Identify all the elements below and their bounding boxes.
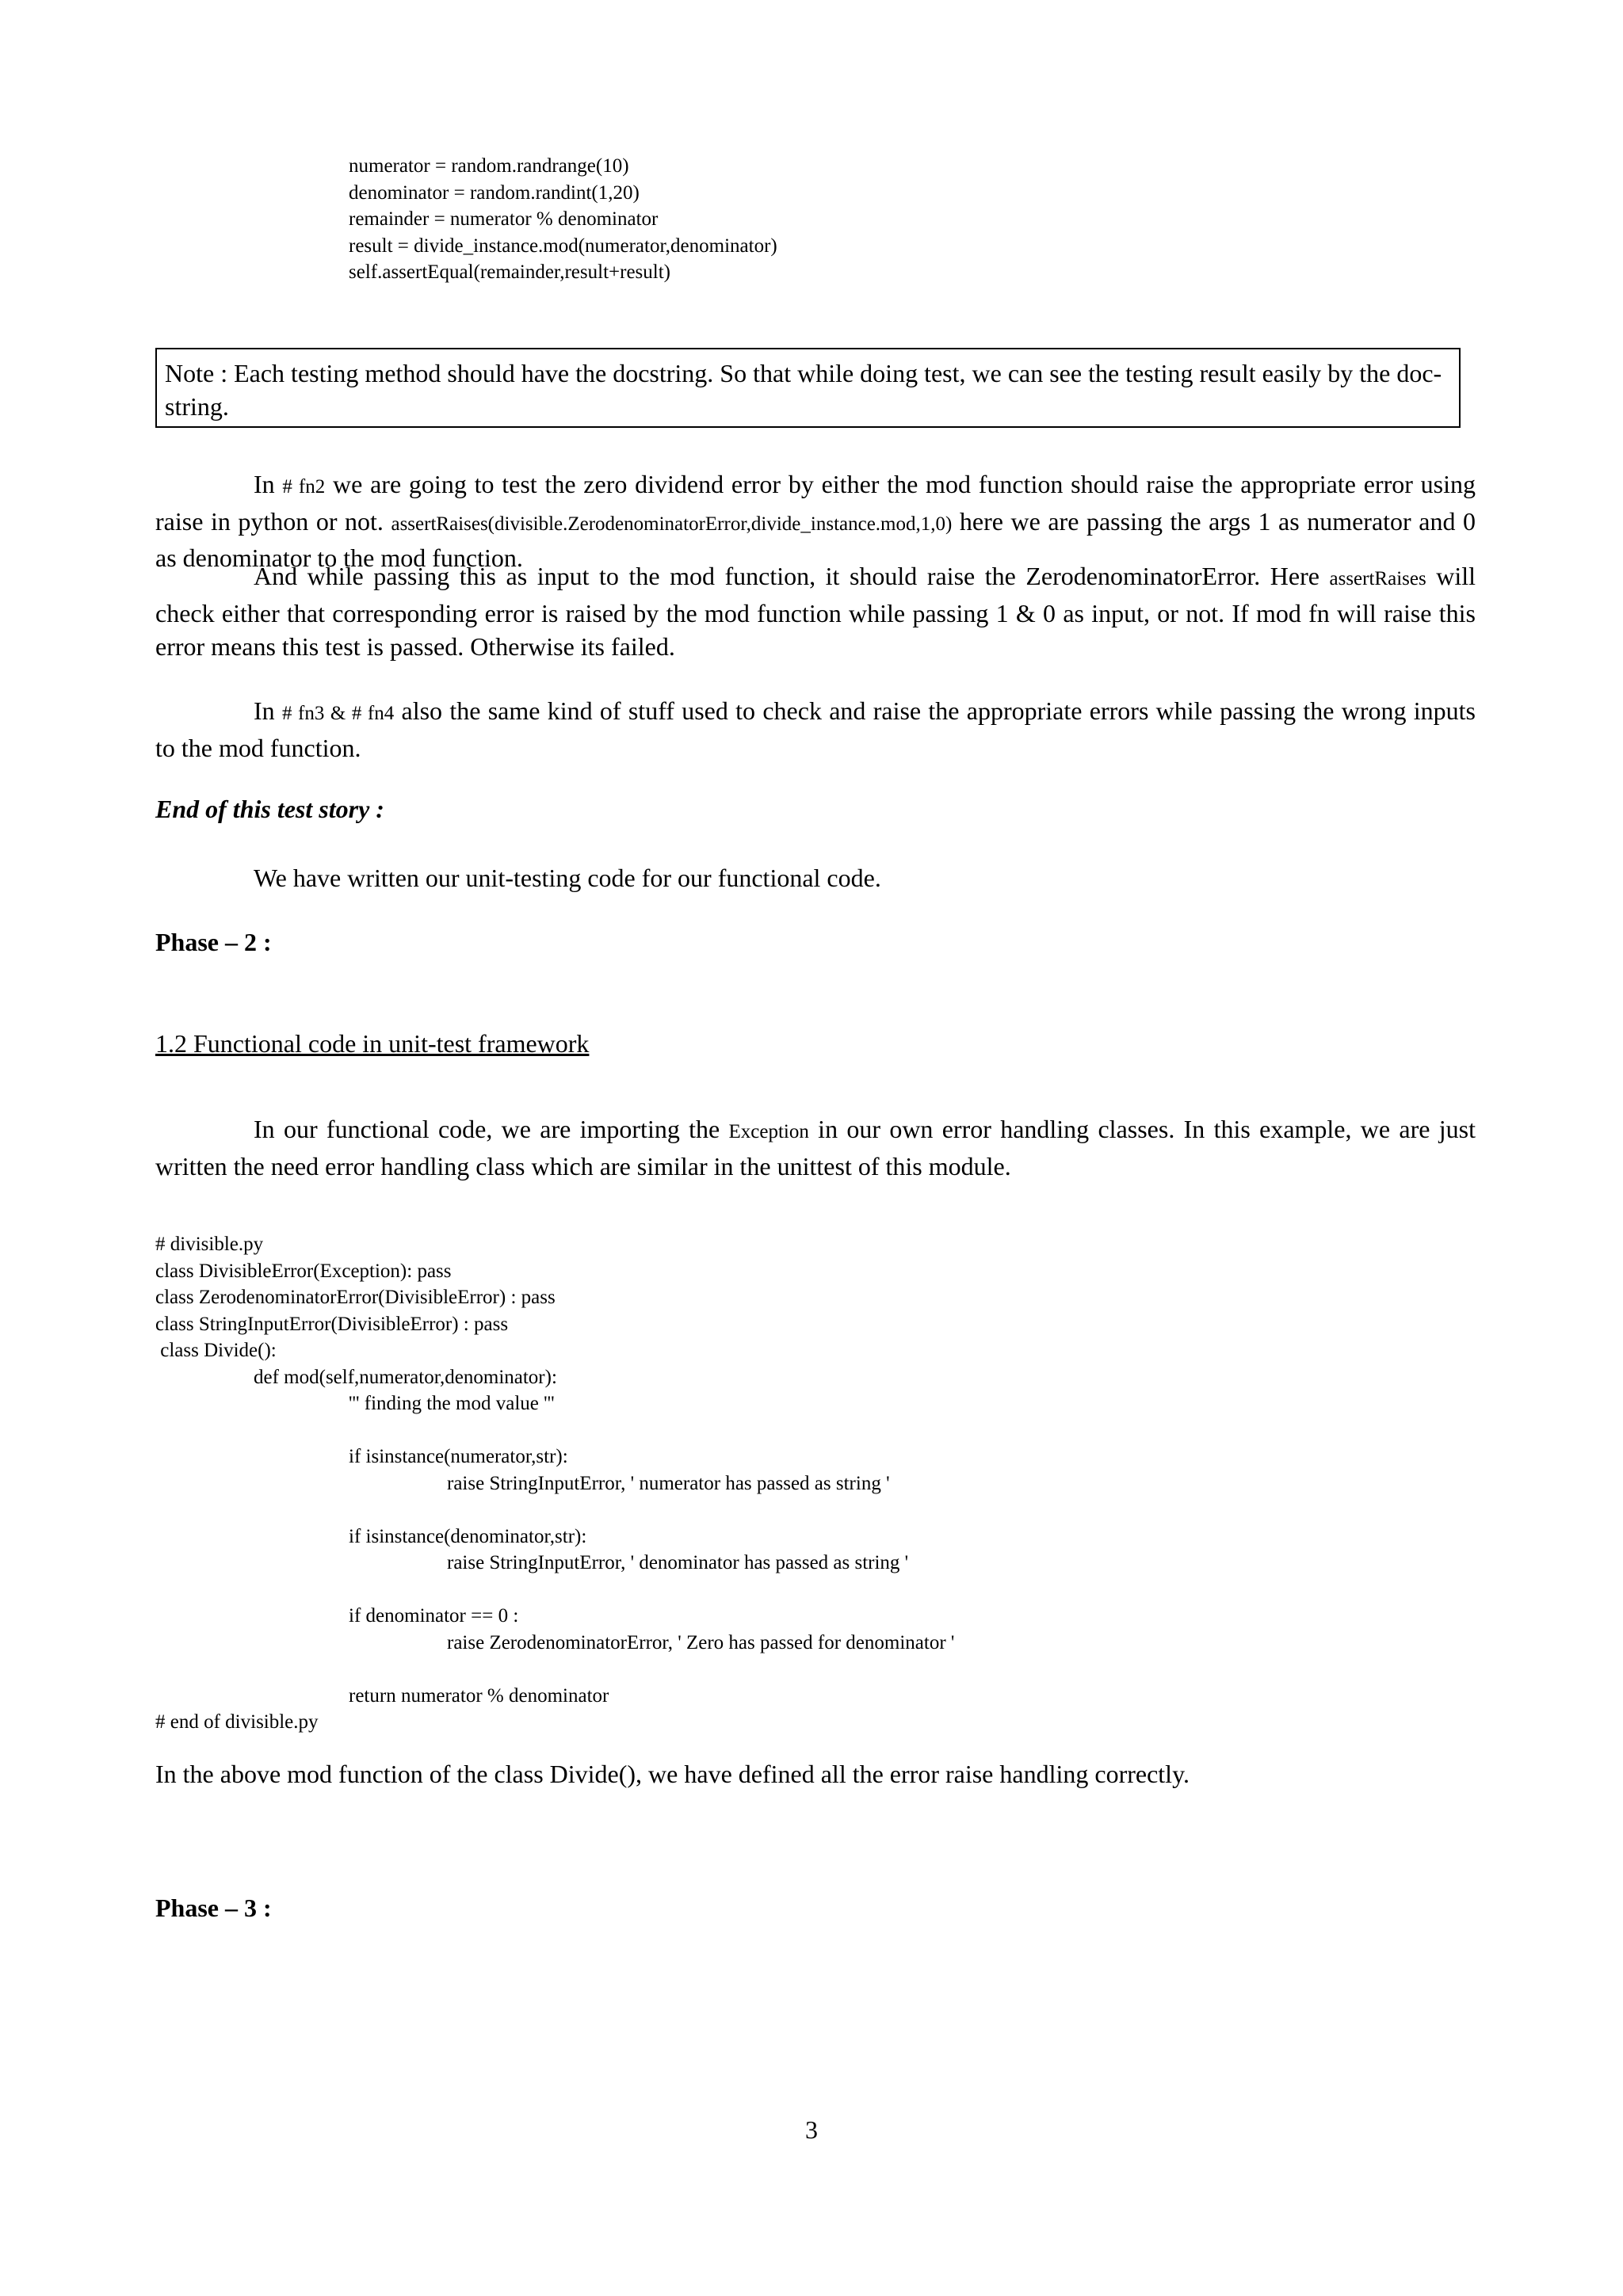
code-line: self.assertEqual(remainder,result+result): [349, 261, 670, 283]
heading-phase-3: Phase – 3 :: [155, 1894, 272, 1922]
note-box: Note : Each testing method should have the docstring. So that while doing test, we can see the testing result easily by the doc-string.: [155, 348, 1461, 428]
inline-code: Exception: [728, 1121, 809, 1142]
inline-code: assertRaises(divisible.ZerodenominatorError,divide_instance.mod,1,0): [391, 513, 953, 535]
code-line: # divisible.py: [155, 1234, 264, 1255]
code-line: ''' finding the mod value ''': [349, 1393, 555, 1414]
code-line: class ZerodenominatorError(DivisibleError) : pass: [155, 1287, 556, 1308]
code-line-blank: [155, 1497, 954, 1524]
paragraph-conclusion: In the above mod function of the class Divide(), we have defined all the error raise handling correctly.: [155, 1760, 1190, 1788]
page-number: 3: [805, 2115, 818, 2144]
code-line-blank: [155, 1656, 954, 1683]
heading-end-of-story: End of this test story :: [155, 795, 384, 823]
code-block-divisible: [155, 1231, 954, 1736]
code-line: if isinstance(numerator,str):: [349, 1446, 568, 1467]
paragraph-functional-code: In our functional code, we are importing the Exception in our own error handling classes. In this example, we are just written the need error handling class which are similar in the unittest of this module.: [155, 1115, 1476, 1180]
code-line-blank: [155, 1417, 954, 1444]
code-line: class StringInputError(DivisibleError) : pass: [155, 1313, 509, 1335]
code-line: return numerator % denominator: [349, 1684, 609, 1707]
paragraph-fn3-fn4: In # fn3 & # fn4 also the same kind of stuff used to check and raise the appropriate errors while passing the wrong inputs to the mod function.: [155, 696, 1476, 762]
paragraph-assert-raises: And while passing this as input to the mod function, it should raise the ZerodenominatorError. Here assertRaises will check either that corresponding error is raised by the mod function while passing 1 & 0 as input, or not. If mod fn will raise this error means this test is passed. Otherwise its failed.: [155, 562, 1476, 661]
code-line: def mod(self,numerator,denominator):: [254, 1366, 557, 1388]
inline-code: # fn3 & # fn4: [281, 703, 395, 724]
section-title: 1.2 Functional code in unit-test framework: [155, 1029, 590, 1058]
inline-code: assertRaises: [1329, 568, 1426, 589]
paragraph-fn2: In # fn2 we are going to test the zero dividend error by either the mod function should raise the appropriate error using raise in python or not. assertRaises(divisible.ZerodenominatorError,divide_instance.mod,1,0) here we are passing the args 1 as numerator and 0 as denominator to the mod function.: [155, 470, 1476, 572]
code-line: numerator = random.randrange(10): [349, 155, 629, 177]
paragraph-summary: We have written our unit-testing code for our functional code.: [254, 864, 881, 892]
code-line: if denominator == 0 :: [349, 1605, 519, 1627]
code-line: class Divide():: [155, 1340, 277, 1361]
code-line: raise StringInputError, ' denominator has passed as string ': [447, 1552, 909, 1573]
code-line: result = divide_instance.mod(numerator,denominator): [349, 235, 777, 257]
code-snippet-top: [349, 153, 777, 286]
code-line-blank: [155, 1577, 954, 1604]
code-line: raise ZerodenominatorError, ' Zero has passed for denominator ': [447, 1631, 955, 1653]
code-line: if isinstance(denominator,str):: [349, 1525, 587, 1547]
inline-code: # fn2: [282, 476, 326, 498]
code-line: remainder = numerator % denominator: [349, 208, 659, 230]
code-line: raise StringInputError, ' numerator has passed as string ': [447, 1472, 890, 1494]
code-line: denominator = random.randint(1,20): [349, 181, 640, 204]
heading-phase-2: Phase – 2 :: [155, 928, 272, 956]
code-line: class DivisibleError(Exception): pass: [155, 1260, 452, 1282]
code-line: # end of divisible.py: [155, 1711, 319, 1733]
